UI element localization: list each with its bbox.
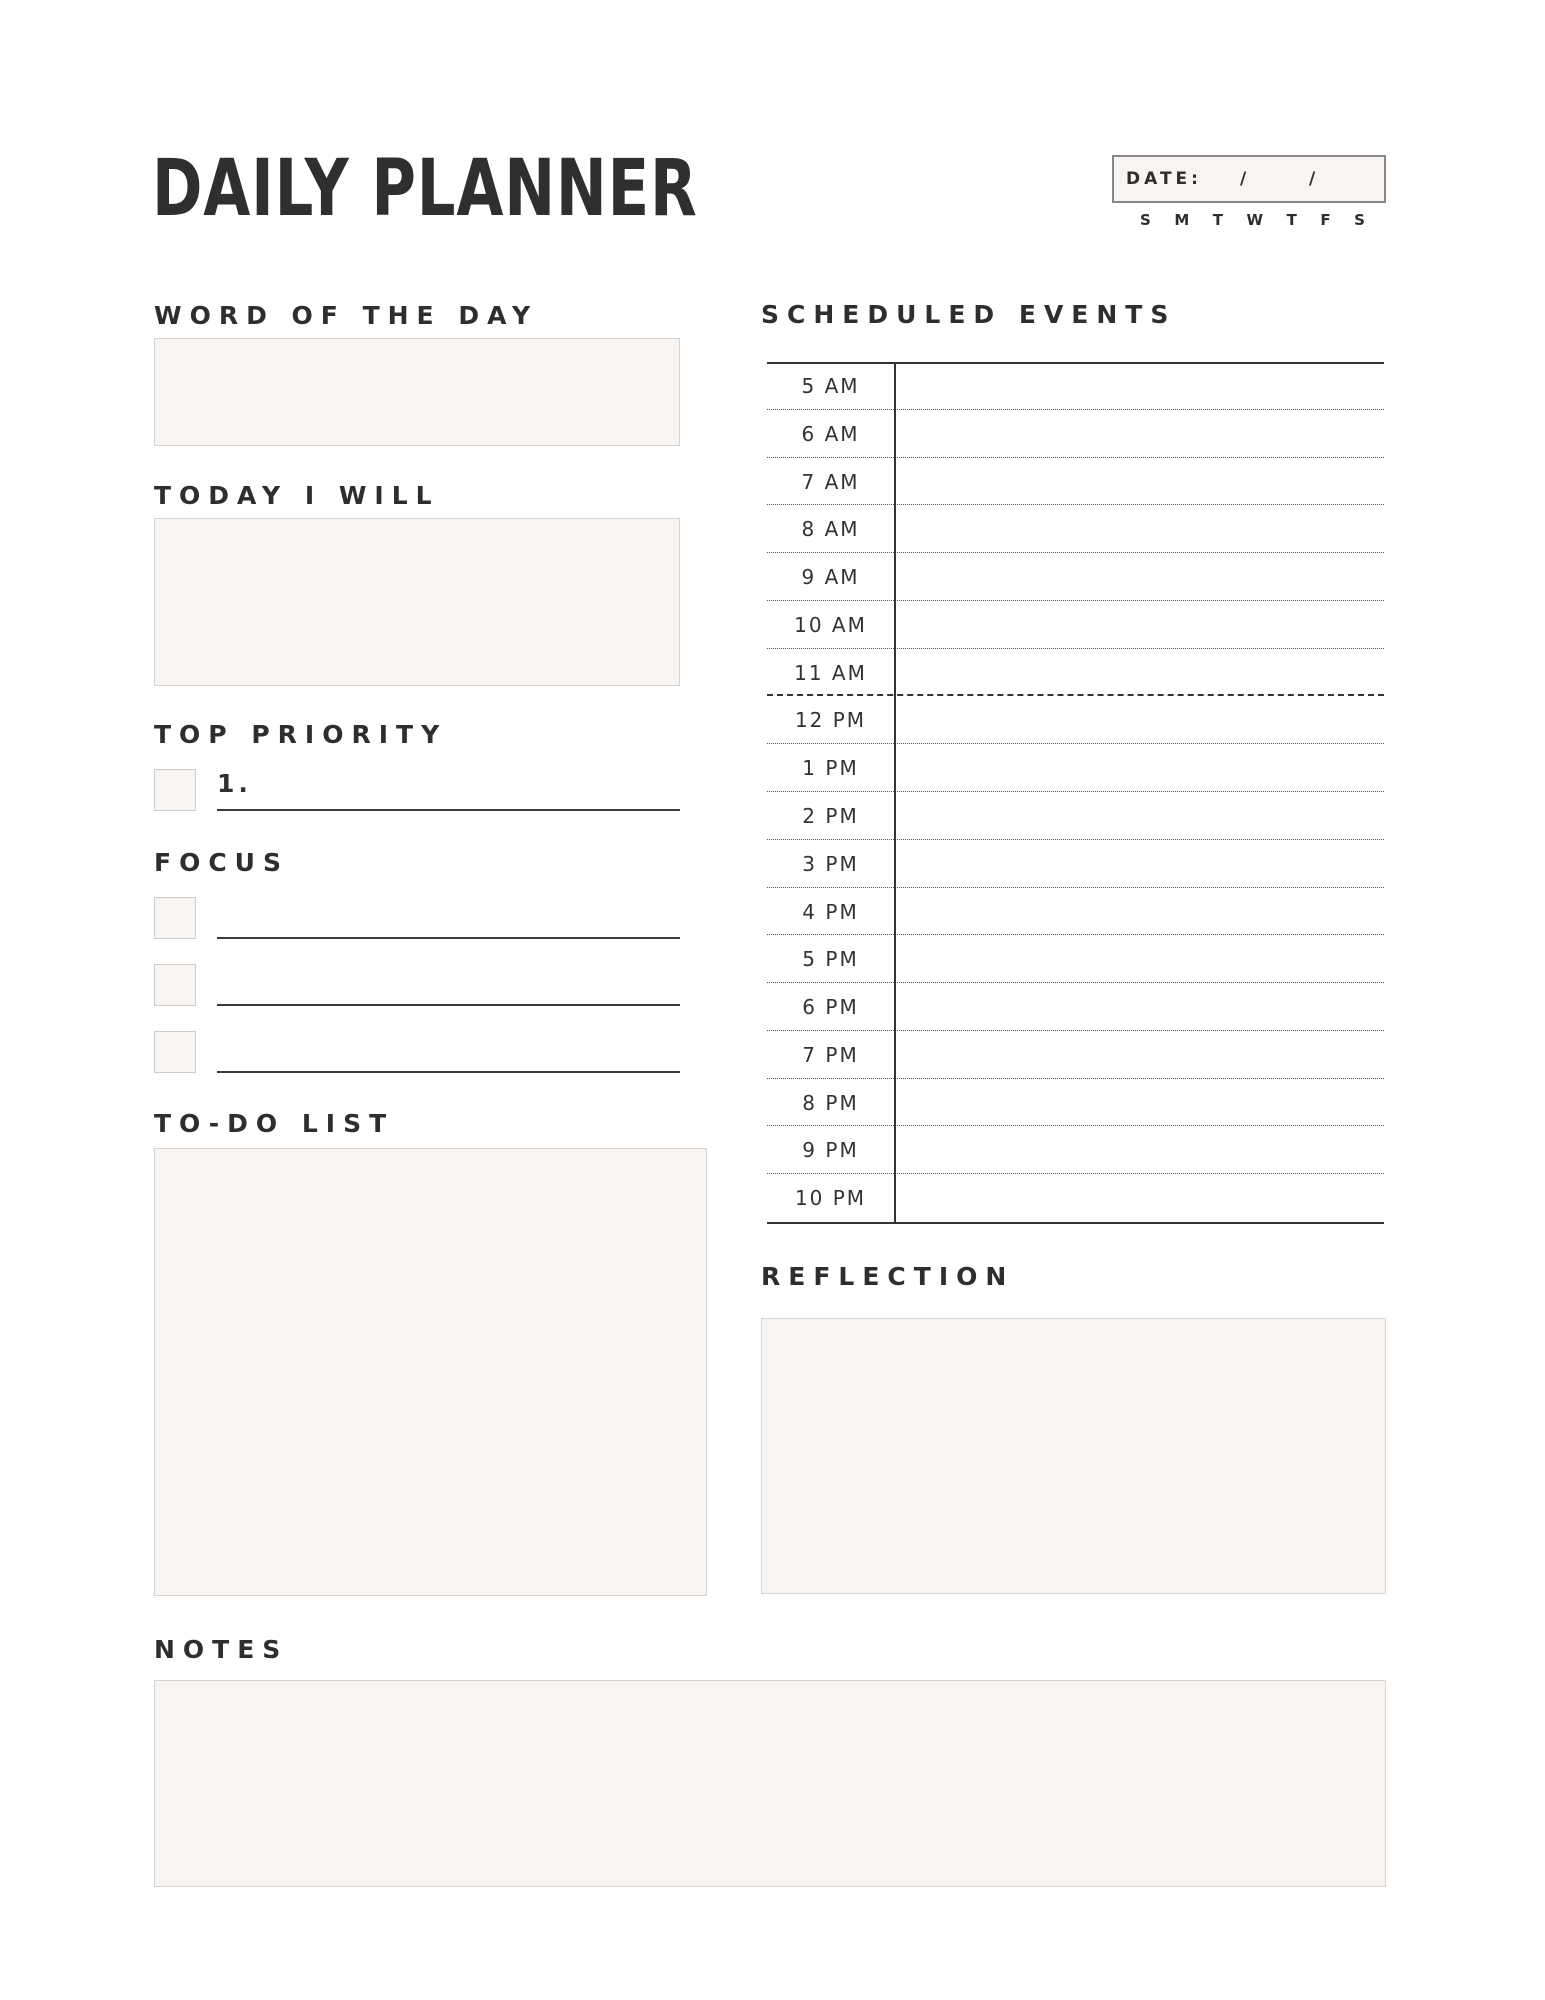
schedule-bottom-rule bbox=[767, 1222, 1384, 1224]
schedule-row[interactable] bbox=[767, 1079, 1384, 1127]
schedule-row[interactable] bbox=[767, 505, 1384, 553]
reflection-box[interactable] bbox=[761, 1318, 1386, 1594]
schedule-row[interactable] bbox=[767, 792, 1384, 840]
focus-checkbox[interactable] bbox=[154, 1031, 196, 1073]
page-title: DAILY PLANNER bbox=[152, 144, 698, 234]
weekday-friday[interactable]: F bbox=[1320, 211, 1331, 229]
schedule-row[interactable] bbox=[767, 553, 1384, 601]
weekday-wednesday[interactable]: W bbox=[1246, 211, 1264, 229]
scheduled-events-heading: SCHEDULED EVENTS bbox=[761, 300, 1177, 329]
focus-line[interactable] bbox=[217, 1004, 680, 1006]
today-i-will-heading: TODAY I WILL bbox=[154, 481, 440, 510]
schedule-row[interactable] bbox=[767, 744, 1384, 792]
schedule-row[interactable] bbox=[767, 410, 1384, 458]
schedule-row[interactable] bbox=[767, 888, 1384, 936]
schedule-time-label: 9 PM bbox=[802, 1138, 859, 1163]
weekday-tuesday[interactable]: T bbox=[1212, 211, 1224, 229]
schedule-time-label: 7 AM bbox=[801, 469, 860, 494]
schedule-time-label: 8 PM bbox=[802, 1090, 859, 1115]
date-separator: / bbox=[1240, 169, 1251, 189]
schedule-time-label: 3 PM bbox=[802, 851, 859, 876]
schedule-time-label: 4 PM bbox=[802, 899, 859, 924]
top-priority-checkbox[interactable] bbox=[154, 769, 196, 811]
word-of-the-day-heading: WORD OF THE DAY bbox=[154, 301, 539, 330]
top-priority-number: 1. bbox=[217, 769, 252, 798]
weekday-sunday[interactable]: S bbox=[1140, 211, 1151, 229]
date-separator: / bbox=[1309, 169, 1320, 189]
word-of-the-day-box[interactable] bbox=[154, 338, 680, 446]
weekday-selector bbox=[1140, 211, 1365, 229]
todo-heading: TO-DO LIST bbox=[154, 1109, 395, 1138]
reflection-heading: REFLECTION bbox=[761, 1262, 1015, 1291]
schedule-row[interactable] bbox=[767, 935, 1384, 983]
schedule-time-label: 12 PM bbox=[794, 708, 867, 733]
schedule-time-label: 5 PM bbox=[802, 947, 859, 972]
schedule-time-label: 9 AM bbox=[801, 565, 860, 590]
schedule-row[interactable] bbox=[767, 983, 1384, 1031]
schedule-row[interactable] bbox=[767, 696, 1384, 744]
focus-heading: FOCUS bbox=[154, 848, 289, 877]
schedule-row[interactable] bbox=[767, 1031, 1384, 1079]
schedule-time-label: 2 PM bbox=[802, 804, 859, 828]
schedule-row[interactable] bbox=[767, 458, 1384, 506]
schedule-time-label: 11 AM bbox=[794, 660, 867, 685]
top-priority-heading: TOP PRIORITY bbox=[154, 720, 448, 749]
todo-box[interactable] bbox=[154, 1148, 707, 1596]
schedule-time-label: 6 PM bbox=[802, 995, 859, 1020]
today-i-will-box[interactable] bbox=[154, 518, 680, 686]
schedule-row[interactable] bbox=[767, 1174, 1384, 1222]
schedule-row[interactable] bbox=[767, 362, 1384, 410]
notes-heading: NOTES bbox=[154, 1635, 289, 1664]
schedule-time-label: 1 PM bbox=[802, 756, 859, 781]
weekday-saturday[interactable]: S bbox=[1354, 211, 1365, 229]
weekday-thursday[interactable]: T bbox=[1286, 211, 1297, 229]
schedule-time-label: 7 PM bbox=[802, 1042, 859, 1067]
schedule-row[interactable] bbox=[767, 1126, 1384, 1174]
date-field[interactable] bbox=[1112, 155, 1386, 203]
focus-checkbox[interactable] bbox=[154, 964, 196, 1006]
notes-box[interactable] bbox=[154, 1680, 1386, 1887]
schedule-time-label: 5 AM bbox=[801, 374, 860, 398]
schedule-row[interactable] bbox=[767, 601, 1384, 649]
schedule-row[interactable] bbox=[767, 840, 1384, 888]
schedule-time-label: 6 AM bbox=[801, 421, 860, 446]
focus-checkbox[interactable] bbox=[154, 897, 196, 939]
top-priority-line[interactable] bbox=[217, 809, 680, 811]
focus-line[interactable] bbox=[217, 937, 680, 939]
focus-line[interactable] bbox=[217, 1071, 680, 1073]
schedule-time-label: 8 AM bbox=[801, 517, 860, 542]
weekday-monday[interactable]: M bbox=[1174, 211, 1190, 229]
date-label: DATE: bbox=[1126, 169, 1202, 189]
schedule-row[interactable] bbox=[767, 649, 1384, 697]
schedule-divider bbox=[894, 362, 896, 1222]
schedule-time-label: 10 PM bbox=[794, 1186, 867, 1211]
schedule-time-label: 10 AM bbox=[794, 612, 867, 637]
